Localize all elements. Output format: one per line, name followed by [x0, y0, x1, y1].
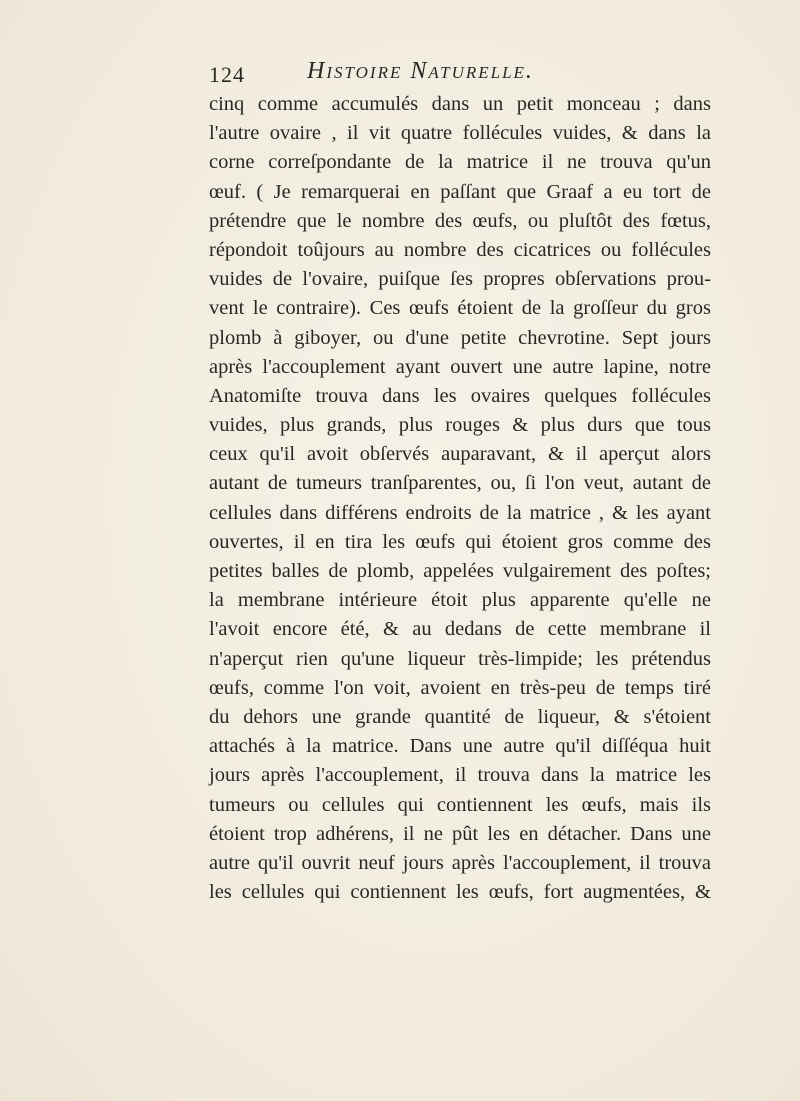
text-line: cellules dans différens endroits de la matrice , & les ayant	[209, 501, 711, 524]
text-line: étoient trop adhérens, il ne pût les en détacher. Dans une	[209, 822, 711, 845]
text-line: vuides, plus grands, plus rouges & plus durs que tous	[209, 414, 711, 437]
text-line: après l'accouplement ayant ouvert une autre lapine, notre	[209, 355, 711, 378]
text-line: l'autre ovaire , il vit quatre follécules vuides, & dans la	[209, 122, 711, 145]
text-line: répondoit toûjours au nombre des cicatrices ou follécules	[209, 238, 711, 261]
page-header	[209, 56, 649, 90]
text-line: la membrane intérieure étoit plus apparente qu'elle ne	[209, 589, 711, 612]
text-line: prétendre que le nombre des œufs, ou pluſtôt des fœtus,	[209, 209, 711, 232]
text-line: n'aperçut rien qu'une liqueur très-limpide; les prétendus	[209, 647, 711, 670]
text-line: vuides de l'ovaire, puiſque ſes propres obſervations prou-	[209, 268, 711, 291]
text-line: autre qu'il ouvrit neuf jours après l'accouplement, il trouva	[209, 851, 711, 874]
body-text	[209, 90, 711, 907]
running-title: Histoire Naturelle.	[307, 58, 534, 84]
text-line: œuf. ( Je remarquerai en paſſant que Graaf a eu tort de	[209, 180, 711, 203]
text-line: ouvertes, il en tira les œufs qui étoient gros comme des	[209, 530, 711, 553]
text-line: attachés à la matrice. Dans une autre qu'il diſſéqua huit	[209, 735, 711, 758]
text-line: ceux qu'il avoit obſervés auparavant, & il aperçut alors	[209, 443, 711, 466]
text-line: plomb à giboyer, ou d'une petite chevrotine. Sept jours	[209, 326, 711, 349]
text-line: petites balles de plomb, appelées vulgairement des poſtes;	[209, 560, 711, 582]
text-line: œufs, comme l'on voit, avoient en très-peu de temps tiré	[209, 676, 711, 699]
text-line: corne correſpondante de la matrice il ne trouva qu'un	[209, 151, 711, 174]
page-number: 124	[209, 62, 245, 87]
text-line: vent le contraire). Ces œufs étoient de la groſſeur du gros	[209, 297, 711, 320]
text-line: jours après l'accouplement, il trouva dans la matrice les	[209, 764, 711, 787]
text-line: autant de tumeurs tranſparentes, ou, ſi l'on veut, autant de	[209, 472, 711, 495]
text-line: Anatomiſte trouva dans les ovaires quelques follécules	[209, 384, 711, 407]
text-line: les cellules qui contiennent les œufs, fort augmentées, &	[209, 881, 711, 904]
text-line: l'avoit encore été, & au dedans de cette membrane il	[209, 618, 711, 641]
text-line: du dehors une grande quantité de liqueur, & s'étoient	[209, 705, 711, 728]
text-line: cinq comme accumulés dans un petit monceau ; dans	[209, 93, 711, 115]
text-line: tumeurs ou cellules qui contiennent les œufs, mais ils	[209, 793, 711, 816]
